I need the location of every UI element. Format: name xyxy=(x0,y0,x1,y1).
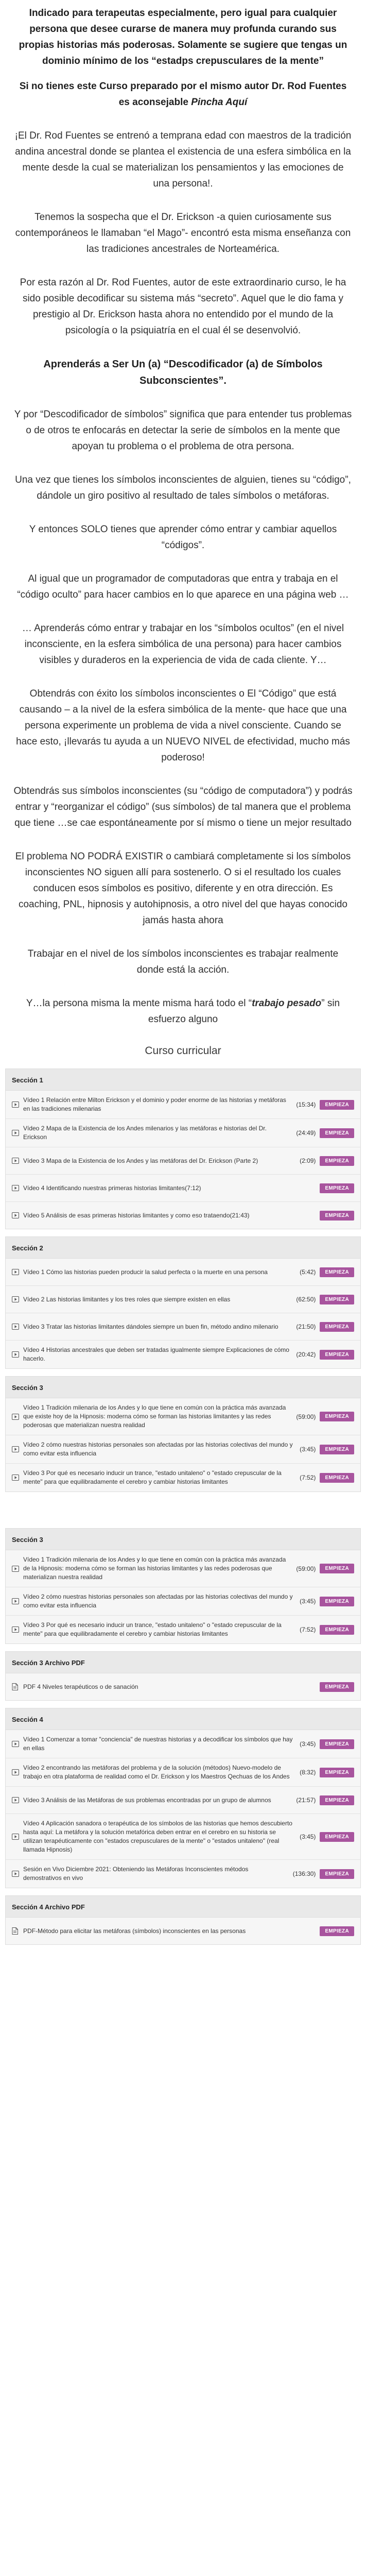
video-icon xyxy=(12,1101,23,1108)
video-icon xyxy=(12,1475,23,1481)
start-lesson-button[interactable]: EMPIEZA xyxy=(320,1597,354,1606)
lesson-title[interactable]: Vídeo 3 Tratar las historias limitantes dándoles siempre un buen fin, método andino milenario xyxy=(23,1323,278,1330)
lesson-title[interactable]: Sesión en Vivo Diciembre 2021: Obteniendo las Metáforas Inconscientes métodos demostrativos en vivo xyxy=(23,1866,249,1882)
intro-paragraph: Al igual que un programador de computadoras que entra y trabaja en el “código oculto” para hacer cambios en lo que aparece en una página web … xyxy=(17,573,349,600)
lesson-duration: (7:52) xyxy=(300,1474,316,1481)
curriculum-section xyxy=(5,1069,361,1229)
start-lesson-button[interactable]: EMPIEZA xyxy=(320,1295,354,1304)
video-icon xyxy=(12,1834,23,1840)
lesson-duration: (21:50) xyxy=(296,1323,316,1330)
lesson-title[interactable]: Vídeo 2 cómo nuestras historias personales son afectadas por las historias colectivas del mundo y como evitar esta influencia xyxy=(23,1593,293,1609)
start-lesson-button[interactable]: EMPIEZA xyxy=(320,1625,354,1635)
closing-text-emphasis: trabajo pesado xyxy=(252,998,322,1009)
lesson-title[interactable]: Vídeo 4 Aplicación sanadora o terapéutica de los símbolos de las historias que hemos descubierto hasta aquí: La metáfora y la solución metafórica deben entrar en el cerebro en su historia se utilizan terapéuticamente con "estados crepusculares de la mente" o "estados unitaleno" (real llamada Hipnosis) xyxy=(23,1820,292,1853)
lesson-title[interactable]: Vídeo 5 Análisis de esas primeras historias limitantes y como eso trataendo(21:43) xyxy=(23,1211,250,1219)
intro-paragraph: … Aprenderás cómo entrar y trabajar en los “símbolos ocultos” (en el nivel inconsciente, en la esfera simbólica de una persona) para hacer cambios visibles y duraderos en la experiencia de vida de cada cliente. Y… xyxy=(22,623,344,666)
intro-paragraph: Trabajar en el nivel de los símbolos inconscientes es trabajar realmente donde está la acción. xyxy=(27,948,339,975)
video-icon xyxy=(12,1351,23,1358)
curriculum-section xyxy=(5,1236,361,1369)
start-lesson-button[interactable]: EMPIEZA xyxy=(320,1682,354,1692)
intro-paragraph: Tenemos la sospecha que el Dr. Erickson -a quien curiosamente sus contemporáneos le llamaban “el Mago”- encontró esta misma enseñanza con las tradiciones ancestrales de Norteamérica. xyxy=(15,212,351,255)
lesson-title[interactable]: Vídeo 3 Por qué es necesario inducir un trance, "estado unitaleno" o "estado crepuscular de la mente" para que equilibradamente el cerebro y cambiar historias limitantes xyxy=(23,1621,282,1637)
curriculum-title: Curso curricular xyxy=(145,1045,221,1057)
lesson-item[interactable] xyxy=(6,1341,360,1368)
section-title: Sección 1 xyxy=(6,1069,360,1091)
start-lesson-button[interactable]: EMPIEZA xyxy=(320,1100,354,1110)
section-title: Sección 4 Archivo PDF xyxy=(6,1896,360,1918)
lesson-item[interactable] xyxy=(6,1787,360,1814)
start-lesson-button[interactable]: EMPIEZA xyxy=(320,1832,354,1842)
lesson-duration: (20:42) xyxy=(296,1351,316,1358)
start-lesson-button[interactable]: EMPIEZA xyxy=(320,1869,354,1879)
start-lesson-button[interactable]: EMPIEZA xyxy=(320,1156,354,1166)
start-lesson-button[interactable]: EMPIEZA xyxy=(320,1445,354,1454)
lesson-item[interactable] xyxy=(6,1259,360,1286)
prerequisite-link[interactable]: Pincha Aquí xyxy=(191,97,248,108)
lesson-duration: (59:00) xyxy=(296,1565,316,1572)
lesson-item[interactable] xyxy=(6,1814,360,1860)
lesson-item[interactable] xyxy=(6,1091,360,1119)
video-icon xyxy=(12,1130,23,1136)
lesson-duration: (21:57) xyxy=(296,1797,316,1804)
lesson-item[interactable] xyxy=(6,1730,360,1758)
intro-paragraph: El problema NO PODRÁ EXISTIR o cambiará completamente si los símbolos inconscientes NO siguen allí para sostenerlo. O si el resultado los cuales conducen esos símbolos es positivo, diferente y en otra dirección. Es coaching, PNL, hipnosis y autohipnosis, a otro nivel del que hayas conocido jamás hasta ahora xyxy=(15,851,351,926)
lesson-duration: (3:45) xyxy=(300,1833,316,1840)
lesson-duration: (3:45) xyxy=(300,1740,316,1748)
video-icon xyxy=(12,1158,23,1164)
start-lesson-button[interactable]: EMPIEZA xyxy=(320,1564,354,1573)
lesson-duration: (3:45) xyxy=(300,1446,316,1453)
lesson-duration: (24:49) xyxy=(296,1129,316,1137)
lesson-duration: (7:52) xyxy=(300,1626,316,1633)
video-icon xyxy=(12,1269,23,1275)
intro-paragraph: Obtendrás sus símbolos inconscientes (su “código de computadora”) y podrás entrar y “reorganizar el código” (sus símbolos) de tal manera que el problema que tiene …se cae espontáneamente por sí mismo o tiene un mejor resultado xyxy=(13,786,353,828)
start-lesson-button[interactable]: EMPIEZA xyxy=(320,1473,354,1483)
video-icon xyxy=(12,1446,23,1452)
lesson-item[interactable] xyxy=(6,1616,360,1643)
section-spacer xyxy=(5,1499,361,1528)
curriculum-list xyxy=(0,1069,366,1945)
lesson-title[interactable]: Vídeo 3 Análisis de las Metáforas de sus problemas encontradas por un grupo de alumnos xyxy=(23,1796,271,1804)
curriculum-section xyxy=(5,1528,361,1644)
lesson-item[interactable] xyxy=(6,1918,360,1944)
lesson-item[interactable] xyxy=(6,1119,360,1147)
lesson-title[interactable]: Vídeo 2 Mapa de la Existencia de los Andes milenarios y las metáforas e historias del Dr. Erickson xyxy=(23,1125,267,1141)
lesson-title[interactable]: PDF-Método para elicitar las metáforas (símbolos) inconscientes en las personas xyxy=(23,1927,246,1935)
lesson-item[interactable] xyxy=(6,1286,360,1313)
lesson-duration: (5:42) xyxy=(300,1268,316,1276)
video-icon xyxy=(12,1414,23,1420)
prerequisite-note xyxy=(13,78,353,110)
intro-paragraph xyxy=(13,995,353,1027)
lesson-item[interactable] xyxy=(6,1175,360,1202)
lesson-title[interactable]: Vídeo 1 Comenzar a tomar "conciencia" de nuestras historias y a decodificar los símbolos que hay en ellas xyxy=(23,1736,293,1752)
section-title: Sección 3 Archivo PDF xyxy=(6,1652,360,1673)
lesson-duration: (3:45) xyxy=(300,1598,316,1605)
curriculum-section xyxy=(5,1708,361,1888)
lesson-item[interactable] xyxy=(6,1398,360,1435)
lesson-title[interactable]: Vídeo 1 Relación entre Milton Erickson y el dominio y poder enorme de las historias y metáforas en las tradiciones milenarias xyxy=(23,1096,286,1112)
lesson-duration: (62:50) xyxy=(296,1296,316,1303)
lesson-title[interactable]: Vídeo 4 Historias ancestrales que deben ser tratadas igualmente siempre Explicaciones de cómo hacerlo. xyxy=(23,1346,289,1362)
section-title: Sección 3 xyxy=(6,1377,360,1398)
intro-paragraph: Obtendrás con éxito los símbolos inconscientes o El “Código” que está causando – a la nivel de la esfera simbólica de la mente- que hace que una persona experimente un problema de vida a nivel consciente. Cuando se hace esto, ¡llevarás tu ayuda a un NUEVO NIVEL de efectividad, mucho más poderoso! xyxy=(16,688,350,763)
lesson-item[interactable] xyxy=(6,1550,360,1587)
lesson-duration: (15:34) xyxy=(296,1101,316,1108)
lesson-item[interactable] xyxy=(6,1464,360,1492)
curriculum-section xyxy=(5,1376,361,1492)
start-lesson-button[interactable]: EMPIEZA xyxy=(320,1322,354,1332)
prerequisite-text: Si no tienes este Curso preparado por el mismo autor Dr. Rod Fuentes es aconsejable xyxy=(19,81,347,108)
section-heading: Aprenderás a Ser Un (a) “Descodificador (a) de Símbolos Subconscientes”. xyxy=(43,359,323,386)
start-lesson-button[interactable]: EMPIEZA xyxy=(320,1267,354,1277)
intro-paragraph: ¡El Dr. Rod Fuentes se entrenó a temprana edad con maestros de la tradición andina ancestral donde se plantea el existencia de una esfera simbólica en la mente desde la cual se materializan los pensamientos y las emociones de una persona!. xyxy=(14,130,352,189)
start-lesson-button[interactable]: EMPIEZA xyxy=(320,1412,354,1421)
pdf-file-icon xyxy=(12,1927,23,1935)
start-lesson-button[interactable]: EMPIEZA xyxy=(320,1183,354,1193)
video-icon xyxy=(12,1797,23,1803)
video-icon xyxy=(12,1871,23,1877)
lesson-item[interactable] xyxy=(6,1587,360,1616)
intro-paragraph: Y entonces SOLO tienes que aprender cómo entrar y cambiar aquellos “códigos”. xyxy=(29,524,337,551)
lesson-title[interactable]: Vídeo 1 Cómo las historias pueden producir la salud perfecta o la muerte en una persona xyxy=(23,1268,268,1276)
lesson-title[interactable]: PDF 4 Niveles terapéuticos o de sanación xyxy=(23,1683,138,1690)
lesson-title[interactable]: Vídeo 4 Identificando nuestras primeras historias limitantes(7:12) xyxy=(23,1184,201,1192)
lesson-title[interactable]: Vídeo 2 encontrando las metáforas del problema y de la solución (métodos) Nuevo-modelo de trabajo en otra plataforma de realidad como el Dr. Erickson y los Maestros Qechuas de los Andes xyxy=(23,1764,290,1780)
curriculum-section xyxy=(5,1651,361,1701)
lesson-item[interactable] xyxy=(6,1435,360,1464)
intro-paragraph: Una vez que tienes los símbolos inconscientes de alguien, tienes su “código”, dándole un giro positivo al resultado de tales símbolos o metáforas. xyxy=(15,474,351,501)
lesson-item[interactable] xyxy=(6,1758,360,1787)
video-icon xyxy=(12,1324,23,1330)
section-title: Sección 3 xyxy=(6,1529,360,1550)
closing-text-start: Y…la persona misma la mente misma hará todo el “ xyxy=(26,998,252,1009)
intro-paragraph: Por esta razón al Dr. Rod Fuentes, autor de este extraordinario curso, le ha sido posible decodificar su sistema más “secreto”. Aquel que le dio fama y prestigio al Dr. Erickson hasta ahora no entendido por el mundo de la psicología o la psiquiatría en el cual él se desenvolvió. xyxy=(20,277,346,336)
lesson-title[interactable]: Vídeo 3 Por qué es necesario inducir un trance, "estado unitaleno" o "estado crepuscular de la mente" para que equilibradamente el cerebro y cambiar historias limitantes xyxy=(23,1469,282,1485)
video-icon xyxy=(12,1741,23,1747)
lesson-title[interactable]: Vídeo 1 Tradición milenaria de los Andes y lo que tiene en común con la práctica más avanzada de la Hipnosis: moderna cómo se forman las historias limitantes y las redes poderosas que materializan nuestra realidad xyxy=(23,1556,286,1581)
lesson-title[interactable]: Vídeo 1 Tradición milenaria de los Andes y lo que tiene en común con la práctica más avanzada que existe hoy de la Hipnosis: moderna cómo se forman las historias limitantes y las redes poderosas que materializan nuestra realidad xyxy=(23,1404,286,1429)
start-lesson-button[interactable]: EMPIEZA xyxy=(320,1795,354,1805)
curriculum-section xyxy=(5,1895,361,1945)
video-icon xyxy=(12,1769,23,1775)
video-icon xyxy=(12,1185,23,1191)
lesson-item[interactable] xyxy=(6,1673,360,1700)
intro-paragraph: Indicado para terapeutas especialmente, pero igual para cualquier persona que desee curarse de manera muy profunda curando sus propias historias más poderosas. Solamente se sugiere que tengas un dominio mínimo de los “estadps crepusculares de la mente” xyxy=(19,8,347,66)
lesson-item[interactable] xyxy=(6,1202,360,1229)
start-lesson-button[interactable]: EMPIEZA xyxy=(320,1128,354,1138)
video-icon xyxy=(12,1598,23,1604)
intro-paragraph: Y por “Descodificador de símbolos” significa que para entender tus problemas o de otros te enfocarás en detectar la serie de símbolos en la mente que apoyan tu problema o el problema de otra persona. xyxy=(14,409,352,452)
lesson-duration: (8:32) xyxy=(300,1769,316,1776)
section-title: Sección 4 xyxy=(6,1708,360,1730)
lesson-title[interactable]: Vídeo 3 Mapa de la Existencia de los Andes y las metáforas del Dr. Erickson (Parte 2) xyxy=(23,1157,258,1164)
lesson-duration: (59:00) xyxy=(296,1413,316,1420)
video-icon xyxy=(12,1626,23,1633)
video-icon xyxy=(12,1212,23,1218)
section-title: Sección 2 xyxy=(6,1237,360,1259)
start-lesson-button[interactable]: EMPIEZA xyxy=(320,1350,354,1360)
lesson-duration: (136:30) xyxy=(292,1870,316,1877)
video-icon xyxy=(12,1296,23,1302)
lesson-item[interactable] xyxy=(6,1313,360,1341)
pdf-file-icon xyxy=(12,1683,23,1690)
start-lesson-button[interactable]: EMPIEZA xyxy=(320,1211,354,1221)
lesson-item[interactable] xyxy=(6,1147,360,1175)
lesson-duration: (2:09) xyxy=(300,1157,316,1164)
closing-text-end: ” sin esfuerzo alguno xyxy=(148,998,340,1025)
start-lesson-button[interactable]: EMPIEZA xyxy=(320,1926,354,1936)
start-lesson-button[interactable]: EMPIEZA xyxy=(320,1768,354,1777)
course-description xyxy=(0,0,366,1027)
video-icon xyxy=(12,1566,23,1572)
lesson-title[interactable]: Vídeo 2 cómo nuestras historias personales son afectadas por las historias colectivas del mundo y como evitar esta influencia xyxy=(23,1441,293,1457)
lesson-item[interactable] xyxy=(6,1860,360,1888)
start-lesson-button[interactable]: EMPIEZA xyxy=(320,1739,354,1749)
lesson-title[interactable]: Vídeo 2 Las historias limitantes y los tres roles que siempre existen en ellas xyxy=(23,1295,231,1303)
